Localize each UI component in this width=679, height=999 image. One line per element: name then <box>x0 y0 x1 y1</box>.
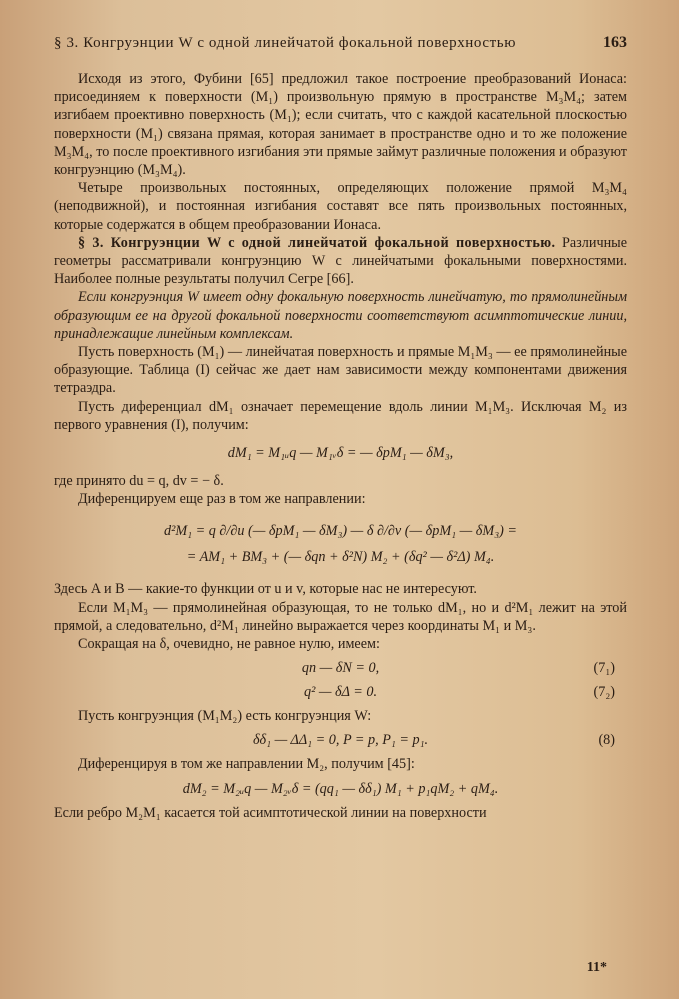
paragraph: Диференцируем еще раз в том же направлении: <box>78 491 366 508</box>
formula-d2M1 <box>54 518 627 570</box>
formula-text: q² — δΔ = 0. <box>303 684 378 701</box>
paragraph: Пусть диференциал dM₁ означает перемещение вдоль линии M₁M₃. Исключая M₂ из первого уравнения (I), получим: <box>54 398 627 433</box>
formula-8 <box>54 731 627 749</box>
page-number: 163 <box>603 34 627 51</box>
running-head-title: § 3. Конгруэнции W с одной линейчатой фокальной поверхностью <box>54 35 517 51</box>
formula-dM1 <box>54 444 627 462</box>
equation-number: (7₁) <box>593 660 615 677</box>
theorem-paragraph: Если конгруэнция W имеет одну фокальную поверхность линейчатую, то прямолинейным образующим ее на другой фокальной поверхности соответствуют асимптотические линии, принадлежащие линейным комплексам. <box>54 289 627 342</box>
formula-text: δδ₁ — ΔΔ₁ = 0, P = p, P₁ = p₁. <box>252 732 429 749</box>
section-heading: § 3. Конгруэнции W с одной линейчатой фокальной поверхностью. <box>78 234 556 251</box>
paragraph: Исходя из этого, Фубини [65] предложил такое построение преобразований Ионаса: присоединяем к поверхности (M₁) произвольную прямую в пространстве M₃M₄; затем изгибаем проективно поверхность (M₁); если считать, что с каждой касательной плоскостью поверхности (M₁) связана прямая, которая занимает в пространстве одно и то же положение M₃M₄, то после проективного изгибания эти прямые займут различные положения и образуют конгруэнцию (M₃M₄). <box>54 71 627 179</box>
equation-number: (7₂) <box>593 684 615 701</box>
section-paragraph <box>54 234 627 289</box>
paragraph: Пусть конгруэнция (M₁M₂) есть конгруэнция W: <box>78 708 372 725</box>
paragraph: Если ребро M₂M₁ касается той асимптотической линии на поверхности <box>54 804 487 821</box>
formula-7-1 <box>54 659 627 677</box>
paragraph: Пусть поверхность (M₁) — линейчатая поверхность и прямые M₁M₃ — ее прямолинейные образующие. Таблица (I) сейчас же дает нам зависимости между компонентами движения тетраэдра. <box>54 344 627 397</box>
paragraph: Четыре произвольных постоянных, определяющих положение прямой M₃M₄ (неподвижной), и постоянная изгибания составят все пять произвольных постоянных, которые содержатся в общем преобразовании Ионаса. <box>54 180 627 233</box>
running-head <box>54 34 627 52</box>
formula-line: = AM₁ + BM₃ + (— δqn + δ²N) M₂ + (δq² — δ²Δ) M₄. <box>186 549 495 566</box>
paragraph: Здесь A и B — какие-то функции от u и v, которые нас не интересуют. <box>54 581 477 598</box>
formula-7-2 <box>54 683 627 701</box>
paragraph: где принято du = q, dv = − δ. <box>54 473 224 490</box>
signature-mark: 11* <box>586 960 607 975</box>
formula-text: dM₁ = M₁ᵤq — M₁ᵥδ = — δpM₁ — δM₃, <box>227 445 454 462</box>
paragraph: Если M₁M₃ — прямолинейная образующая, то не только dM₁, но и d²M₁ лежит на этой прямой, а следовательно, d²M₁ линейно выражается через координаты M₁ и M₃. <box>54 599 627 634</box>
paragraph: Сокращая на δ, очевидно, не равное нулю, имеем: <box>78 636 380 653</box>
formula-line: d²M₁ = q ∂/∂u (— δpM₁ — δM₃) — δ ∂/∂v (— δpM₁ — δM₃) = <box>164 523 517 540</box>
equation-number: (8) <box>598 732 615 749</box>
formula-text: dM₂ = M₂ᵤq — M₂ᵥδ = (qq₁ — δδ₁) M₁ + p₁qM₂ + qM₄. <box>182 780 499 797</box>
paragraph: Диференцируя в том же направлении M₂, получим [45]: <box>78 756 415 773</box>
formula-text: qn — δN = 0, <box>301 660 380 677</box>
formula-dM2 <box>54 780 627 798</box>
section-text: Различные геометры рассматривали конгруэнцию W с линейчатыми фокальными поверхностями. Наиболее полные результаты получил Сегре [66]. <box>54 234 627 288</box>
